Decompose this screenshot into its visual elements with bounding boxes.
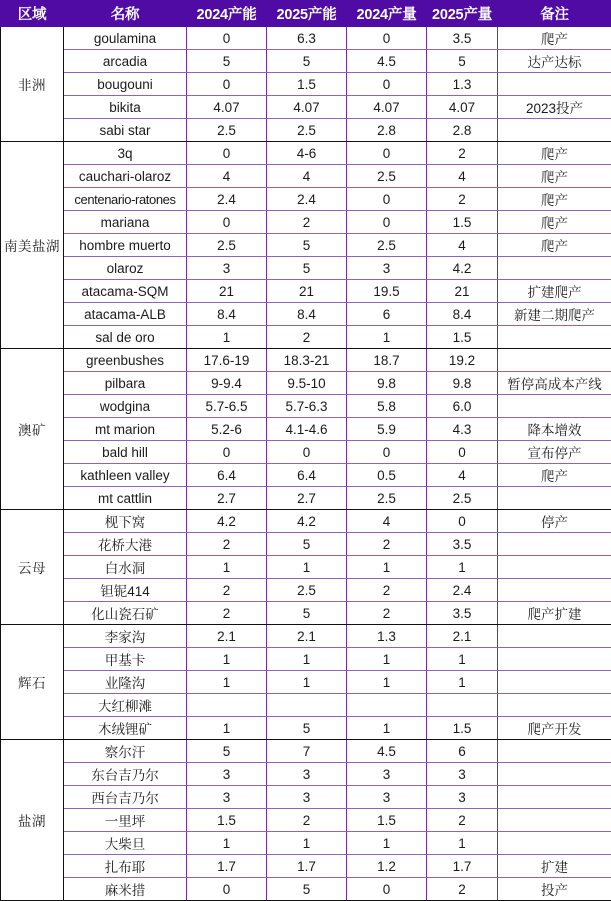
output-2025-cell: 6.0 (427, 395, 498, 418)
remark-cell (498, 487, 611, 510)
output-2025-cell: 0 (427, 441, 498, 464)
output-2025-cell: 4.3 (427, 418, 498, 441)
mine-name-cell: 甲基卡 (64, 648, 187, 671)
remark-cell: 投产 (498, 878, 611, 901)
capacity-2024-cell: 0 (187, 27, 267, 50)
output-2024-cell: 3 (347, 786, 427, 809)
output-2024-cell: 2.5 (347, 234, 427, 257)
table-row (1, 234, 611, 257)
capacity-2025-cell: 7 (267, 740, 347, 763)
capacity-2024-cell: 3 (187, 763, 267, 786)
remark-cell: 爬产开发 (498, 717, 611, 740)
output-2025-cell: 9.8 (427, 372, 498, 395)
remark-cell (498, 648, 611, 671)
output-2024-cell: 2 (347, 602, 427, 625)
remark-cell (498, 326, 611, 349)
output-2025-cell: 1 (427, 556, 498, 579)
remark-cell: 爬产 (498, 165, 611, 188)
capacity-2024-cell: 4.2 (187, 510, 267, 533)
region-group-cell: 辉石 (1, 625, 64, 740)
output-2025-cell: 2 (427, 809, 498, 832)
remark-cell (498, 579, 611, 602)
output-2024-cell: 1 (347, 832, 427, 855)
mine-name-cell: 业隆沟 (64, 671, 187, 694)
mine-name-cell: sabi star (64, 119, 187, 142)
output-2024-cell: 2.5 (347, 165, 427, 188)
capacity-2025-cell: 1 (267, 671, 347, 694)
output-2025-cell: 4 (427, 165, 498, 188)
table-row (1, 786, 611, 809)
capacity-2025-cell: 2.5 (267, 119, 347, 142)
mine-name-cell: kathleen valley (64, 464, 187, 487)
output-2025-cell: 2 (427, 878, 498, 901)
capacity-2024-cell: 2 (187, 533, 267, 556)
mine-name-cell: goulamina (64, 27, 187, 50)
output-2025-cell: 3 (427, 786, 498, 809)
remark-cell: 爬产 (498, 142, 611, 165)
output-2024-cell: 6 (347, 303, 427, 326)
output-2025-cell: 4 (427, 234, 498, 257)
table-row (1, 763, 611, 786)
capacity-2024-cell: 1 (187, 556, 267, 579)
table-row (1, 418, 611, 441)
capacity-2025-cell: 5 (267, 602, 347, 625)
remark-cell (498, 740, 611, 763)
output-2025-cell: 1.7 (427, 855, 498, 878)
region-group-cell: 云母 (1, 510, 64, 625)
table-row (1, 556, 611, 579)
output-2024-cell: 0 (347, 441, 427, 464)
mine-name-cell: 枧下窝 (64, 510, 187, 533)
column-header-cap2024: 2024产能 (187, 1, 267, 27)
capacity-2024-cell: 1 (187, 671, 267, 694)
output-2025-cell: 19.2 (427, 349, 498, 372)
table-row (1, 119, 611, 142)
capacity-2024-cell: 1 (187, 832, 267, 855)
mine-name-cell: 一里坪 (64, 809, 187, 832)
mine-name-cell: 西台吉乃尔 (64, 786, 187, 809)
header-row (1, 1, 611, 27)
remark-cell (498, 395, 611, 418)
capacity-2024-cell: 17.6-19 (187, 349, 267, 372)
table-row (1, 441, 611, 464)
output-2025-cell: 2.8 (427, 119, 498, 142)
remark-cell (498, 625, 611, 648)
output-2024-cell: 2 (347, 533, 427, 556)
column-header-region: 区域 (1, 1, 64, 27)
output-2024-cell: 1 (347, 671, 427, 694)
capacity-2025-cell: 3 (267, 786, 347, 809)
table-row (1, 96, 611, 119)
output-2024-cell: 0 (347, 211, 427, 234)
capacity-2024-cell: 1.7 (187, 855, 267, 878)
output-2025-cell: 2 (427, 188, 498, 211)
column-header-cap2025: 2025产能 (267, 1, 347, 27)
mine-name-cell: olaroz (64, 257, 187, 280)
output-2025-cell (427, 694, 498, 717)
table-row (1, 579, 611, 602)
output-2024-cell: 2.5 (347, 487, 427, 510)
output-2024-cell: 2.8 (347, 119, 427, 142)
table-row (1, 395, 611, 418)
capacity-2024-cell: 2.7 (187, 487, 267, 510)
mine-name-cell: atacama-SQM (64, 280, 187, 303)
table-row (1, 717, 611, 740)
capacity-2025-cell: 2.7 (267, 487, 347, 510)
capacity-2025-cell: 4 (267, 165, 347, 188)
capacity-2025-cell: 5 (267, 257, 347, 280)
output-2025-cell: 4 (427, 464, 498, 487)
output-2024-cell: 5.9 (347, 418, 427, 441)
remark-cell: 达产达标 (498, 50, 611, 73)
mine-name-cell: bikita (64, 96, 187, 119)
mine-name-cell: centenario-ratones (64, 188, 187, 211)
output-2024-cell: 9.8 (347, 372, 427, 395)
output-2025-cell: 1 (427, 648, 498, 671)
capacity-2024-cell: 0 (187, 142, 267, 165)
capacity-2024-cell: 2 (187, 579, 267, 602)
table-header (1, 1, 611, 27)
region-group-cell: 非洲 (1, 27, 64, 142)
capacity-2024-cell: 0 (187, 211, 267, 234)
table-row (1, 257, 611, 280)
output-2025-cell: 21 (427, 280, 498, 303)
capacity-2025-cell: 5 (267, 234, 347, 257)
output-2024-cell: 18.7 (347, 349, 427, 372)
output-2025-cell: 6 (427, 740, 498, 763)
capacity-2025-cell: 18.3-21 (267, 349, 347, 372)
capacity-2024-cell: 5 (187, 50, 267, 73)
table-row (1, 211, 611, 234)
table-row (1, 832, 611, 855)
output-2024-cell: 0 (347, 188, 427, 211)
output-2024-cell: 1.3 (347, 625, 427, 648)
capacity-2025-cell: 2 (267, 809, 347, 832)
mine-name-cell: atacama-ALB (64, 303, 187, 326)
table-row (1, 740, 611, 763)
capacity-2025-cell: 21 (267, 280, 347, 303)
mine-name-cell: 花桥大港 (64, 533, 187, 556)
table-row (1, 280, 611, 303)
output-2025-cell: 2.4 (427, 579, 498, 602)
capacity-2024-cell: 2.5 (187, 119, 267, 142)
mine-name-cell: sal de oro (64, 326, 187, 349)
capacity-2025-cell: 1.7 (267, 855, 347, 878)
capacity-2024-cell: 1.5 (187, 809, 267, 832)
output-2024-cell: 19.5 (347, 280, 427, 303)
output-2024-cell: 1 (347, 648, 427, 671)
table-row (1, 142, 611, 165)
mine-name-cell: bald hill (64, 441, 187, 464)
output-2025-cell: 1 (427, 832, 498, 855)
output-2024-cell: 2 (347, 579, 427, 602)
mine-name-cell: pilbara (64, 372, 187, 395)
table-row (1, 165, 611, 188)
table-row (1, 27, 611, 50)
remark-cell (498, 119, 611, 142)
mine-name-cell: cauchari-olaroz (64, 165, 187, 188)
mine-name-cell: 麻米措 (64, 878, 187, 901)
capacity-2024-cell: 4 (187, 165, 267, 188)
remark-cell: 爬产 (498, 27, 611, 50)
output-2025-cell: 1.5 (427, 717, 498, 740)
table-row (1, 533, 611, 556)
table-row (1, 349, 611, 372)
remark-cell (498, 556, 611, 579)
capacity-2025-cell: 9.5-10 (267, 372, 347, 395)
output-2024-cell: 1 (347, 326, 427, 349)
remark-cell: 爬产扩建 (498, 602, 611, 625)
output-2024-cell: 4.5 (347, 50, 427, 73)
capacity-2025-cell: 8.4 (267, 303, 347, 326)
mine-name-cell: 3q (64, 142, 187, 165)
table-row (1, 326, 611, 349)
capacity-2024-cell: 0 (187, 441, 267, 464)
capacity-2025-cell: 2.4 (267, 188, 347, 211)
remark-cell: 爬产 (498, 188, 611, 211)
capacity-2024-cell: 4.07 (187, 96, 267, 119)
remark-cell (498, 694, 611, 717)
capacity-2024-cell: 6.4 (187, 464, 267, 487)
capacity-2025-cell: 3 (267, 763, 347, 786)
output-2024-cell: 1.5 (347, 809, 427, 832)
mine-name-cell: hombre muerto (64, 234, 187, 257)
output-2025-cell: 2 (427, 142, 498, 165)
output-2025-cell: 2.5 (427, 487, 498, 510)
table-row (1, 648, 611, 671)
remark-cell: 暂停高成本产线 (498, 372, 611, 395)
remark-cell (498, 533, 611, 556)
capacity-2025-cell: 1 (267, 556, 347, 579)
capacity-2024-cell: 0 (187, 878, 267, 901)
remark-cell: 2023投产 (498, 96, 611, 119)
output-2025-cell: 1.3 (427, 73, 498, 96)
capacity-2025-cell: 0 (267, 441, 347, 464)
output-2024-cell (347, 694, 427, 717)
table-row (1, 809, 611, 832)
output-2025-cell: 1.5 (427, 211, 498, 234)
capacity-2025-cell: 6.3 (267, 27, 347, 50)
capacity-2024-cell: 5 (187, 740, 267, 763)
capacity-2024-cell: 1 (187, 326, 267, 349)
output-2025-cell: 2.1 (427, 625, 498, 648)
mine-name-cell: 白水洞 (64, 556, 187, 579)
mine-name-cell: 化山瓷石矿 (64, 602, 187, 625)
mine-name-cell: bougouni (64, 73, 187, 96)
column-header-out2025: 2025产量 (427, 1, 498, 27)
output-2024-cell: 0 (347, 142, 427, 165)
capacity-2025-cell: 5 (267, 50, 347, 73)
column-header-remark: 备注 (498, 1, 611, 27)
capacity-2025-cell: 2 (267, 326, 347, 349)
table-row (1, 487, 611, 510)
output-2024-cell: 1 (347, 717, 427, 740)
output-2025-cell: 3 (427, 763, 498, 786)
mine-name-cell: greenbushes (64, 349, 187, 372)
capacity-2024-cell: 5.7-6.5 (187, 395, 267, 418)
table-row (1, 855, 611, 878)
remark-cell (498, 257, 611, 280)
output-2025-cell: 4.2 (427, 257, 498, 280)
column-header-out2024: 2024产量 (347, 1, 427, 27)
mine-name-cell: mt cattlin (64, 487, 187, 510)
mine-name-cell: 察尔汗 (64, 740, 187, 763)
output-2024-cell: 3 (347, 257, 427, 280)
table-row (1, 464, 611, 487)
capacity-2024-cell: 2.5 (187, 234, 267, 257)
capacity-2025-cell: 1.5 (267, 73, 347, 96)
capacity-2024-cell: 2 (187, 602, 267, 625)
output-2024-cell: 5.8 (347, 395, 427, 418)
capacity-2024-cell: 0 (187, 73, 267, 96)
remark-cell (498, 671, 611, 694)
capacity-2024-cell: 2.1 (187, 625, 267, 648)
output-2025-cell: 1 (427, 671, 498, 694)
remark-cell: 停产 (498, 510, 611, 533)
remark-cell (498, 809, 611, 832)
capacity-2025-cell: 5 (267, 878, 347, 901)
capacity-2025-cell: 2 (267, 211, 347, 234)
capacity-2025-cell (267, 694, 347, 717)
output-2025-cell: 3.5 (427, 27, 498, 50)
table-row (1, 73, 611, 96)
remark-cell: 爬产 (498, 211, 611, 234)
output-2024-cell: 3 (347, 763, 427, 786)
capacity-2024-cell: 1 (187, 648, 267, 671)
output-2025-cell: 3.5 (427, 533, 498, 556)
remark-cell: 扩建 (498, 855, 611, 878)
capacity-2025-cell: 2.1 (267, 625, 347, 648)
mine-name-cell: wodgina (64, 395, 187, 418)
capacity-2024-cell: 1 (187, 717, 267, 740)
output-2024-cell: 1 (347, 556, 427, 579)
capacity-2025-cell: 2.5 (267, 579, 347, 602)
mine-name-cell: 钽铌414 (64, 579, 187, 602)
region-group-cell: 南美盐湖 (1, 142, 64, 349)
capacity-2025-cell: 5 (267, 717, 347, 740)
table-row (1, 671, 611, 694)
table-row (1, 188, 611, 211)
output-2025-cell: 5 (427, 50, 498, 73)
table-row (1, 372, 611, 395)
output-2024-cell: 1.2 (347, 855, 427, 878)
region-group-cell: 澳矿 (1, 349, 64, 510)
capacity-2025-cell: 4-6 (267, 142, 347, 165)
capacity-2025-cell: 1 (267, 832, 347, 855)
output-2024-cell: 4 (347, 510, 427, 533)
remark-cell: 扩建爬产 (498, 280, 611, 303)
capacity-2025-cell: 5.7-6.3 (267, 395, 347, 418)
table-body (1, 27, 611, 901)
remark-cell: 宣布停产 (498, 441, 611, 464)
capacity-2024-cell: 9-9.4 (187, 372, 267, 395)
mine-name-cell: 大红柳滩 (64, 694, 187, 717)
capacity-2024-cell: 3 (187, 257, 267, 280)
remark-cell (498, 786, 611, 809)
mine-name-cell: 东台吉乃尔 (64, 763, 187, 786)
capacity-2025-cell: 4.1-4.6 (267, 418, 347, 441)
column-header-name: 名称 (64, 1, 187, 27)
remark-cell (498, 73, 611, 96)
capacity-2024-cell: 3 (187, 786, 267, 809)
capacity-2024-cell (187, 694, 267, 717)
remark-cell (498, 763, 611, 786)
capacity-2025-cell: 1 (267, 648, 347, 671)
table-row (1, 602, 611, 625)
output-2025-cell: 0 (427, 510, 498, 533)
remark-cell: 爬产 (498, 464, 611, 487)
output-2025-cell: 3.5 (427, 602, 498, 625)
table-row (1, 50, 611, 73)
output-2024-cell: 0 (347, 27, 427, 50)
remark-cell: 新建二期爬产 (498, 303, 611, 326)
table-row (1, 510, 611, 533)
remark-cell (498, 832, 611, 855)
output-2025-cell: 1.5 (427, 326, 498, 349)
mine-name-cell: 李家沟 (64, 625, 187, 648)
table-row (1, 694, 611, 717)
capacity-2025-cell: 5 (267, 533, 347, 556)
output-2024-cell: 0.5 (347, 464, 427, 487)
capacity-2024-cell: 8.4 (187, 303, 267, 326)
region-group-cell: 盐湖 (1, 740, 64, 901)
capacity-2025-cell: 4.07 (267, 96, 347, 119)
output-2024-cell: 0 (347, 73, 427, 96)
output-2024-cell: 0 (347, 878, 427, 901)
capacity-2024-cell: 2.4 (187, 188, 267, 211)
mine-name-cell: arcadia (64, 50, 187, 73)
output-2024-cell: 4.07 (347, 96, 427, 119)
table-row (1, 625, 611, 648)
output-2025-cell: 8.4 (427, 303, 498, 326)
capacity-2025-cell: 6.4 (267, 464, 347, 487)
mine-name-cell: 扎布耶 (64, 855, 187, 878)
remark-cell: 降本增效 (498, 418, 611, 441)
remark-cell (498, 349, 611, 372)
output-2024-cell: 4.5 (347, 740, 427, 763)
capacity-2024-cell: 5.2-6 (187, 418, 267, 441)
output-2025-cell: 4.07 (427, 96, 498, 119)
mine-name-cell: 木绒锂矿 (64, 717, 187, 740)
mine-name-cell: mariana (64, 211, 187, 234)
capacity-2025-cell: 4.2 (267, 510, 347, 533)
remark-cell: 爬产 (498, 234, 611, 257)
capacity-2024-cell: 21 (187, 280, 267, 303)
table-row (1, 878, 611, 901)
table-row (1, 303, 611, 326)
mine-name-cell: 大柴旦 (64, 832, 187, 855)
mine-name-cell: mt marion (64, 418, 187, 441)
